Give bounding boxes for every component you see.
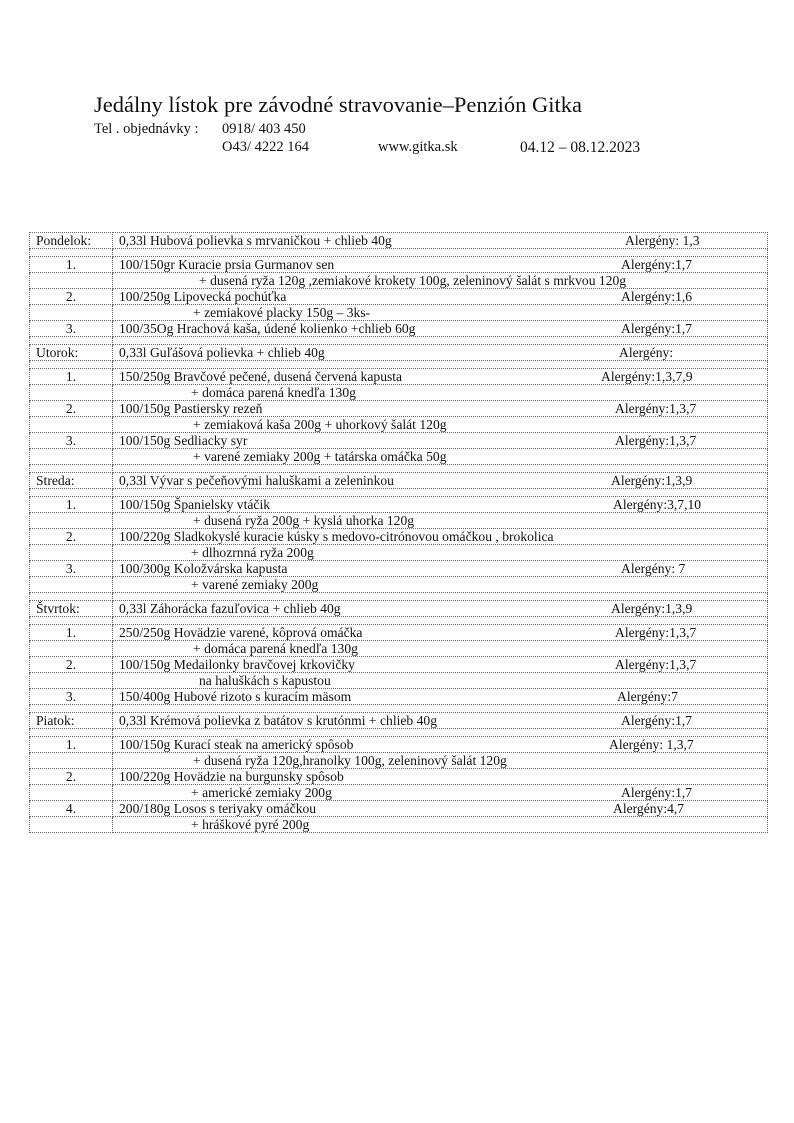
allergens-text: Alergény:1,3,9 [611,601,693,616]
spacer-row [30,361,768,369]
meal-row [30,369,768,385]
dish-text: 100/150g Španielsky vtáčik [119,497,271,512]
soup-row [30,713,768,729]
dish-cell [113,257,768,273]
allergens-text: Alergény:1,6 [621,289,693,304]
dish-cell [113,369,768,385]
dish-text: + domáca parená knedľa 130g [191,385,356,400]
side-dish-row [30,753,768,769]
side-dish-row [30,513,768,529]
empty-cell [30,273,113,289]
dish-cell [113,737,768,753]
meal-row [30,689,768,705]
side-dish-row [30,641,768,657]
empty-cell [30,641,113,657]
day-label: Streda: [30,473,113,489]
allergens-text: Alergény:1,7 [621,785,693,800]
soup-row [30,233,768,249]
spacer-row [30,337,768,345]
empty-cell [30,545,113,561]
dish-text: 150/400g Hubové rizoto s kuracím mäsom [119,689,352,704]
dish-cell [113,561,768,577]
dish-text: 0,33l Guľášová polievka + chlieb 40g [119,345,325,360]
dish-text: 100/150g Sedliacky syr [119,433,248,448]
dish-cell [113,401,768,417]
dish-cell [113,657,768,673]
spacer-row [30,593,768,601]
dish-cell [113,601,768,617]
dish-text: + zemiakové placky 150g – 3ks- [193,305,371,320]
dish-text: 100/250g Lipovecká pochúťka [119,289,287,304]
spacer-cell [30,361,113,369]
side-dish-row [30,305,768,321]
dish-text: 0,33l Krémová polievka z batátov s krutónmi + chlieb 40g [119,713,437,728]
dish-text: 0,33l Záhorácka fazuľovica + chlieb 40g [119,601,341,616]
spacer-cell [113,489,768,497]
dish-text: 100/150g Kurací steak na americký spôsob [119,737,354,752]
website-link[interactable]: www.gitka.sk [378,139,458,155]
allergens-text: Alergény:1,3,7 [615,401,697,416]
dish-cell [113,673,768,689]
dish-text: + varené zemiaky 200g + tatárska omáčka 50g [193,449,447,464]
meal-number: 2. [30,529,113,545]
meal-row [30,497,768,513]
dish-cell [113,385,768,401]
dish-text: 100/300g Koložvárska kapusta [119,561,288,576]
spacer-row [30,617,768,625]
meal-row [30,625,768,641]
meal-row [30,401,768,417]
dish-cell [113,769,768,785]
day-label: Pondelok: [30,233,113,249]
empty-cell [30,785,113,801]
dish-cell [113,801,768,817]
side-dish-row [30,673,768,689]
dish-cell [113,345,768,361]
dish-text: + domáca parená knedľa 130g [193,641,358,656]
phone-label: Tel . objednávky : [94,121,199,137]
dish-text: 150/250g Bravčové pečené, dusená červená kapusta [119,369,403,384]
soup-row [30,345,768,361]
dish-text: 100/220g Hovädzie na burgunsky spôsob [119,769,344,784]
soup-row [30,473,768,489]
day-label: Piatok: [30,713,113,729]
dish-text: + dlhozrnná ryža 200g [191,545,314,560]
spacer-cell [113,361,768,369]
dish-text: na haluškách s kapustou [199,673,331,688]
spacer-cell [30,489,113,497]
spacer-cell [30,249,113,257]
allergens-text: Alergény:1,3,7,9 [601,369,693,384]
dish-text: 200/180g Losos s teriyaky omáčkou [119,801,317,816]
meal-row [30,561,768,577]
meal-number: 2. [30,401,113,417]
meal-row [30,737,768,753]
date-range: 04.12 – 08.12.2023 [520,139,641,156]
day-label: Utorok: [30,345,113,361]
empty-cell [30,673,113,689]
allergens-text: Alergény:1,7 [621,321,693,336]
meal-number: 1. [30,369,113,385]
dish-text: + dusená ryža 200g + kyslá uhorka 120g [193,513,415,528]
dish-text: + dusená ryža 120g,hranolky 100g, zeleninový šalát 120g [193,753,507,768]
meal-number: 3. [30,561,113,577]
dish-cell [113,433,768,449]
spacer-cell [113,705,768,713]
meal-row [30,433,768,449]
meal-number: 1. [30,497,113,513]
spacer-row [30,729,768,737]
meal-row [30,657,768,673]
dish-cell [113,497,768,513]
spacer-row [30,705,768,713]
allergens-text: Alergény:1,3,7 [615,625,697,640]
meal-number: 1. [30,257,113,273]
meal-number: 1. [30,625,113,641]
dish-text: + varené zemiaky 200g [191,577,319,592]
phone-number-2: O43/ 4222 164 [222,139,309,155]
meal-number: 3. [30,321,113,337]
page-title: Jedálny lístok pre závodné stravovanie–Penzión Gitka [94,92,582,117]
dish-text: + americké zemiaky 200g [191,785,332,800]
allergens-text: Alergény:7 [617,689,678,704]
dish-cell [113,417,768,433]
dish-cell [113,321,768,337]
empty-cell [30,305,113,321]
allergens-text: Alergény:1,3,7 [615,657,697,672]
empty-cell [30,385,113,401]
side-dish-row [30,385,768,401]
meal-row [30,321,768,337]
dish-text: 100/150gr Kuracie prsia Gurmanov sen [119,257,335,272]
meal-number: 2. [30,289,113,305]
dish-cell [113,289,768,305]
meal-number: 3. [30,689,113,705]
side-dish-row [30,273,768,289]
dish-text: + hráškové pyré 200g [191,817,310,832]
dish-cell [113,273,768,289]
dish-text: 0,33l Vývar s pečeňovými haluškami a zeleninkou [119,473,394,488]
spacer-row [30,465,768,473]
empty-cell [30,753,113,769]
dish-text: 100/150g Pastiersky rezeň [119,401,263,416]
dish-text: + zemiaková kaša 200g + uhorkový šalát 120g [193,417,447,432]
side-dish-row [30,817,768,833]
empty-cell [30,577,113,593]
meal-number: 3. [30,433,113,449]
meal-row [30,289,768,305]
day-label: Štvrtok: [30,601,113,617]
meal-row [30,529,768,545]
dish-cell [113,529,768,545]
side-dish-row [30,577,768,593]
phone-number-1: 0918/ 403 450 [222,121,306,137]
meal-number: 4. [30,801,113,817]
dish-cell [113,753,768,769]
spacer-cell [30,729,113,737]
spacer-row [30,489,768,497]
empty-cell [30,449,113,465]
allergens-text: Alergény:1,7 [621,713,693,728]
spacer-cell [30,337,113,345]
allergens-text: Alergény:1,3,9 [611,473,693,488]
meal-number: 1. [30,737,113,753]
dish-text: 250/250g Hovädzie varené, kôprová omáčka [119,625,363,640]
spacer-cell [30,465,113,473]
empty-cell [30,513,113,529]
side-dish-row [30,417,768,433]
side-dish-row [30,449,768,465]
dish-cell [113,641,768,657]
allergens-text: Alergény:4,7 [613,801,685,816]
dish-text: 100/35Og Hrachová kaša, údené kolienko +chlieb 60g [119,321,416,336]
meal-number: 2. [30,657,113,673]
soup-row [30,601,768,617]
dish-cell [113,817,768,833]
spacer-cell [113,617,768,625]
spacer-cell [30,617,113,625]
allergens-text: Alergény: [619,345,674,360]
dish-cell [113,449,768,465]
dish-cell [113,513,768,529]
spacer-cell [113,729,768,737]
allergens-text: Alergény:1,7 [621,257,693,272]
dish-cell [113,713,768,729]
spacer-cell [30,705,113,713]
dish-cell [113,689,768,705]
allergens-text: Alergény:3,7,10 [613,497,702,512]
dish-cell [113,625,768,641]
dish-text: 100/220g Sladkokyslé kuracie kúsky s medovo-citrónovou omáčkou , brokolica [119,529,554,544]
empty-cell [30,417,113,433]
dish-cell [113,473,768,489]
dish-cell [113,785,768,801]
spacer-cell [113,465,768,473]
dish-text: 0,33l Hubová polievka s mrvaničkou + chlieb 40g [119,233,392,248]
meal-row [30,801,768,817]
allergens-text: Alergény: 7 [621,561,686,576]
spacer-cell [113,593,768,601]
dish-cell [113,305,768,321]
dish-text: + dusená ryža 120g ,zemiakové krokety 100g, zeleninový šalát s mrkvou 120g [199,273,627,288]
dish-text: 100/150g Medailonky bravčovej krkovičky [119,657,355,672]
empty-cell [30,817,113,833]
side-dish-row [30,785,768,801]
meal-number: 2. [30,769,113,785]
dish-cell [113,233,768,249]
allergens-text: Alergény:1,3,7 [615,433,697,448]
spacer-cell [30,593,113,601]
spacer-cell [113,337,768,345]
menu-table [29,232,768,833]
allergens-text: Alergény: 1,3 [625,233,700,248]
meal-row [30,769,768,785]
dish-cell [113,577,768,593]
spacer-row [30,249,768,257]
meal-row [30,257,768,273]
spacer-cell [113,249,768,257]
allergens-text: Alergény: 1,3,7 [609,737,694,752]
dish-cell [113,545,768,561]
side-dish-row [30,545,768,561]
